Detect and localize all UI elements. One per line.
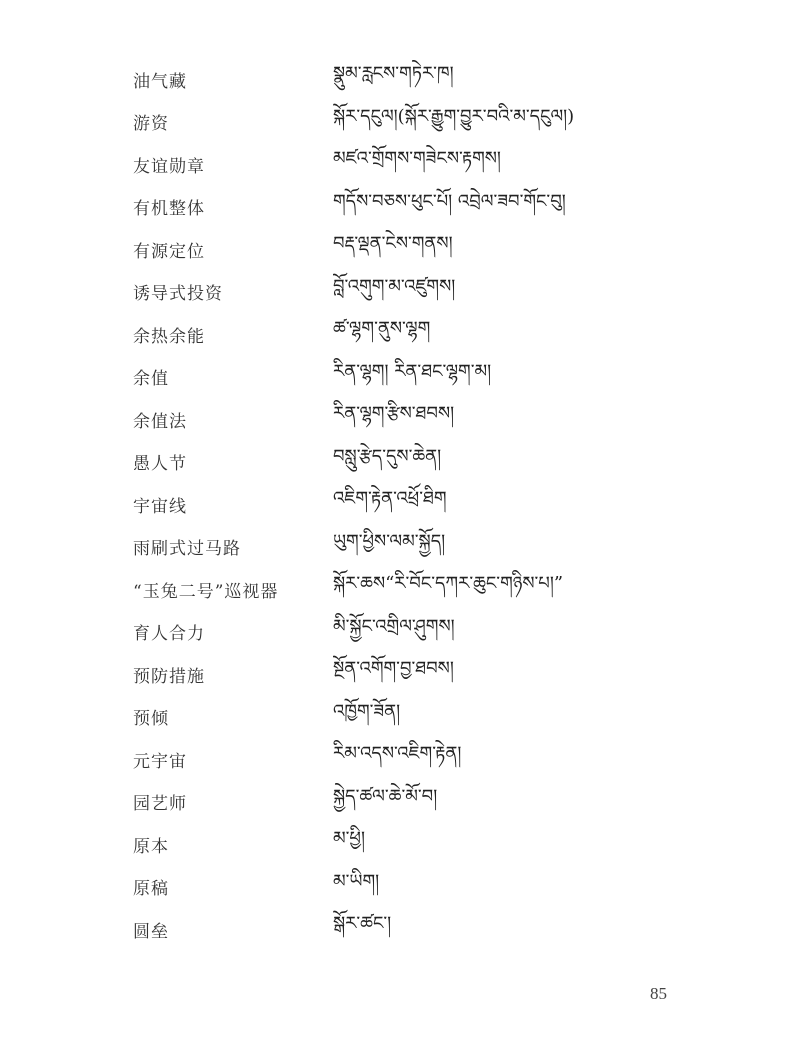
chinese-term: 园艺师 [133,794,187,815]
tibetan-term: གདོས་བཅས་ཕུང་པོ། འབྲེལ་ཟབ་གོང་བུ། [333,190,566,212]
chinese-term: 元宇宙 [133,751,187,772]
entry-row [133,101,693,144]
chinese-term: 有源定位 [133,241,205,262]
chinese-term: 育人合力 [133,624,205,645]
tibetan-term: བསླུ་རྩེད་དུས་ཆེན། [333,445,442,467]
chinese-term: 友谊勋章 [133,156,205,177]
glossary-entries [133,58,693,951]
tibetan-term: བརྡ་ལྡན་ངེས་གནས། [333,233,453,255]
chinese-term: 愚人节 [133,454,187,475]
tibetan-term: འཁྱོག་ཟོན། [333,700,401,722]
chinese-term: “玉兔二号”巡视器 [133,581,279,602]
entry-row [133,696,693,739]
chinese-term: 预倾 [133,709,169,730]
chinese-term: 预防措施 [133,666,205,687]
tibetan-term: ཡུག་ཕྱིས་ལམ་སྐྱོད། [333,530,446,552]
chinese-term: 宇宙线 [133,496,187,517]
tibetan-term: རིན་ལྷག། རིན་ཐང་ལྷག་མ། [333,360,492,382]
entry-row [133,398,693,441]
tibetan-term: ཚ་ལྷག་ནུས་ལྷག [333,318,431,340]
chinese-term: 诱导式投资 [133,284,223,305]
entry-row [133,143,693,186]
chinese-term: 圆垒 [133,921,169,942]
tibetan-term: མ་ཡིག། [333,870,380,892]
tibetan-term: སྒོར་ཚང་། [333,913,392,935]
page-number: 85 [650,984,667,1003]
tibetan-term: སྐོར་དངུལ།(སྐོར་རྒྱུག་བྱུར་བའི་མ་དངུལ།) [333,105,575,127]
tibetan-term: འཇིག་རྟེན་འཕྲོ་ཐིག [333,488,447,510]
entry-row [133,823,693,866]
tibetan-term: སྣུམ་རླངས་གཏེར་ཁ། [333,63,454,85]
chinese-term: 余热余能 [133,326,205,347]
chinese-term: 有机整体 [133,199,205,220]
entry-row [133,483,693,526]
tibetan-term: མི་སྐྱོང་འགྲིལ་ཤུགས། [333,615,455,637]
entry-row [133,271,693,314]
entry-row [133,441,693,484]
chinese-term: 余值法 [133,411,187,432]
entry-row [133,356,693,399]
chinese-term: 游资 [133,114,169,135]
tibetan-term: མཛའ་གྲོགས་གཟེངས་རྟགས། [333,148,501,170]
tibetan-term: སྐྱེད་ཚལ་ཆེ་མོ་བ། [333,785,438,807]
entry-row [133,313,693,356]
entry-row [133,781,693,824]
entry-row [133,58,693,101]
entry-row [133,738,693,781]
tibetan-term: རིན་ལྷག་རྩིས་ཐབས། [333,403,455,425]
tibetan-term: རིམ་འདས་འཇིག་རྟེན། [333,743,462,765]
entry-row [133,186,693,229]
chinese-term: 原本 [133,836,169,857]
entry-row [133,228,693,271]
entry-row [133,866,693,909]
tibetan-term: སྐོར་ཆས“རི་བོང་དཀར་ཆུང་གཉིས་པ།” [333,573,564,595]
chinese-term: 雨刷式过马路 [133,539,241,560]
tibetan-term: སྔོན་འགོག་བྱ་ཐབས། [333,658,454,680]
chinese-term: 油气藏 [133,71,187,92]
chinese-term: 原稿 [133,879,169,900]
tibetan-term: མ་ཕྱི། [333,828,365,850]
entry-row [133,526,693,569]
entry-row [133,653,693,696]
entry-row [133,908,693,951]
entry-row [133,611,693,654]
tibetan-term: བློ་འགུག་མ་འཛུགས། [333,275,456,297]
chinese-term: 余值 [133,369,169,390]
entry-row [133,568,693,611]
